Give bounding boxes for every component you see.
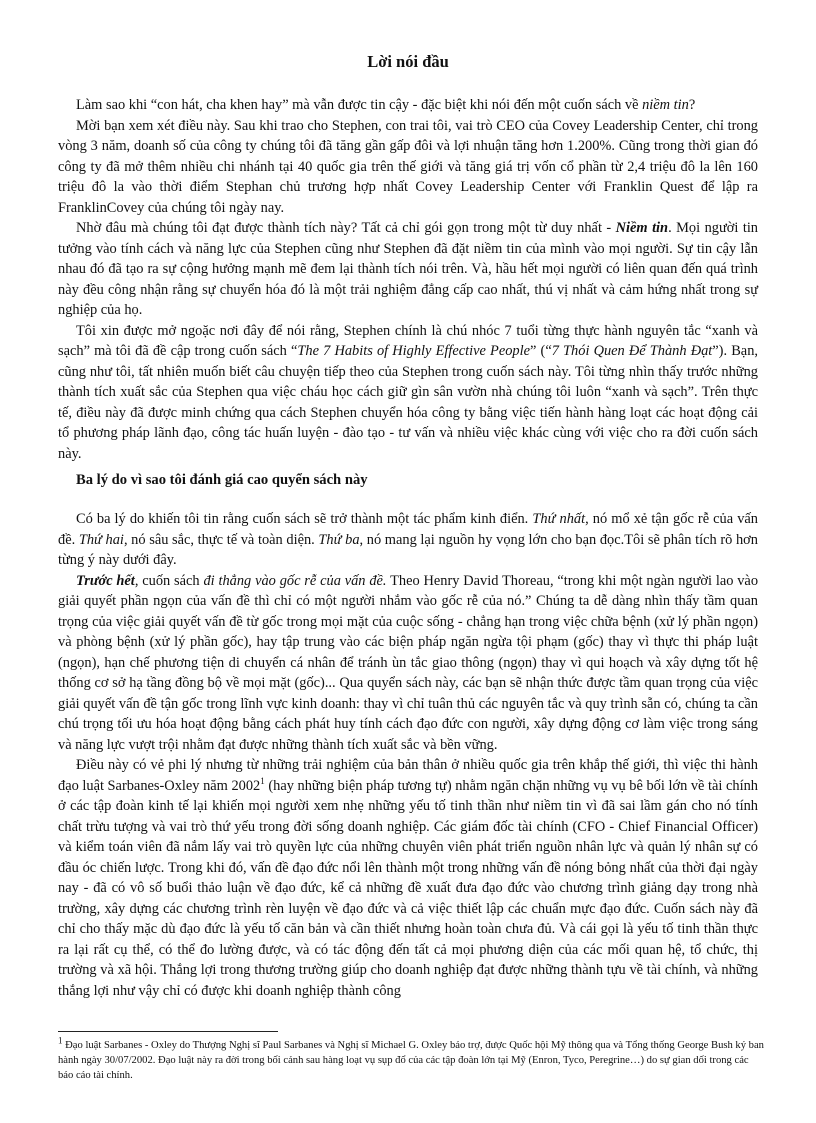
text-run: (hay những biện pháp tương tự) nhằm ngăn chặn những vụ vụ bê bối lớn về tài chính ở các tập đoàn kinh tế lại khiến mọi người xem nhẹ những yếu tố tinh thần như niềm tin vì đã sai lầm gán cho nó tính chất trừu tượng và vai trò thứ yếu trong đời sống doanh nghiệp. Các giám đốc tài chính (CFO - Chief Financial Officer) và kiểm toán viên đã nắm lấy vai trò quyền lực của những chuyên viên phát triển nguồn nhân lực và quản lý nhân sự có đầu óc chiến lược. Trong khi đó, vấn đề đạo đức nổi lên thành một trong những vấn đề nóng bỏng nhất của thời đại ngày nay - đã có vô số buổi thảo luận về đạo đức, kể cả những đề xuất đưa đạo đức vào chương trình giảng dạy trong nhà trường, xây dựng các chương trình rèn luyện về đạo đức và cả việc thiết lập các chuẩn mực đạo đức. Cuốn sách này đã chỉ cho thấy mặc dù đạo đức là yếu tố căn bản và cần thiết nhưng hoàn toàn chưa đủ. Và cái gọi là yếu tố tinh thần thực ra lại rất cụ thể, có thể đo lường được, và có tác động đến tất cả mọi phương diện của các mối quan hệ, tổ chức, thị trường và xã hội. Thắng lợi trong thương trường giúp cho doanh nghiệp đạt được những thành tựu về tài chính, và những thắng lợi như vậy chỉ có được khi doanh nghiệp thành công bbox=[58, 777, 759, 999]
text-run: ” (“ bbox=[530, 343, 552, 359]
footnote-text: Đạo luật Sarbanes - Oxley do Thượng Nghị sĩ Paul Sarbanes và Nghị sĩ Michael G. Oxley bảo trợ, được Quốc hội Mỹ thông qua và Tổng thống George Bush ký ban hành ngày 30/07/2002. Đạo luật này ra đời trong bối cảnh sau hàng loạt vụ sụp đổ của các tập đoàn lớn tại Mỹ (Enron, Tyco, Peregrine…) do sự gian dối trong các báo cáo tài chính. bbox=[58, 1040, 764, 1081]
text-run: , nó mang lại nguồn hy vọng lớn cho bạn đọc.Tôi sẽ phân tích rõ hơn từng ý này dưới đây. bbox=[58, 531, 758, 568]
text-run: ? bbox=[688, 97, 696, 113]
intro-paragraph bbox=[58, 95, 758, 116]
text-run: ”). Bạn, cũng như tôi, tất nhiên muốn biết câu chuyện tiếp theo của Stephen trong cuốn sách này. Tôi từng nhìn thấy trước những thành tích xuất sắc của Stephen qua việc cháu học cách giữ gìn sân vườn nhà chúng tôi luôn “xanh và sạch”. Trên thực tế, điều này đã được minh chứng qua cách Stephen chuyển hóa công ty bằng việc tiến hành hàng loạt các hoạt động cải tổ phương pháp lãnh đạo, công tác huấn luyện - đào tạo - tư vấn và nhiều việc khác cùng với việc cho ra đời cuốn sách này. bbox=[58, 343, 758, 462]
text-run: Có ba lý do khiến tôi tin rằng cuốn sách sẽ trở thành một tác phẩm kinh điển. bbox=[76, 511, 533, 527]
body-section bbox=[58, 509, 758, 1001]
body-paragraph bbox=[58, 571, 758, 756]
text-run: niềm tin bbox=[642, 97, 689, 113]
text-run: Thứ nhất bbox=[532, 511, 586, 527]
text-run: Thứ ba bbox=[318, 531, 360, 548]
text-run: Trước hết bbox=[76, 572, 135, 589]
text-run: . Mọi người tin tưởng vào tính cách và năng lực của Stephen cũng như Stephen đã đặt niềm tin của mình vào mọi người. Sự tin cậy lẫn nhau đó đã tạo ra sự cộng hưởng mạnh mẽ đem lại thành tích nói trên. Và, hầu hết mọi người có liên quan đến quá trình này đều công nhận rằng sự chuyển hóa đó là một trải nghiệm đẳng cấp cao nhất, thú vị nhất và cảm hứng nhất trong sự nghiệp của họ. bbox=[58, 220, 759, 318]
intro-section bbox=[58, 95, 758, 464]
footnote bbox=[58, 1035, 764, 1083]
text-run: , nó sâu sắc, thực tế và toàn diện. bbox=[123, 531, 319, 548]
text-run: 7 Thói Quen Để Thành Đạt bbox=[551, 343, 713, 359]
text-run: Làm sao khi “con hát, cha khen hay” mà vẫn được tin cậy - đặc biệt khi nói đến một cuốn sách về bbox=[76, 97, 643, 113]
text-run: Thứ hai bbox=[78, 531, 124, 548]
text-run: Mời bạn xem xét điều này. Sau khi trao cho Stephen, con trai tôi, vai trò CEO của Covey Leadership Center, chỉ trong vòng 3 năm, doanh số của công ty chúng tôi đã tăng gần gấp đôi và lợi nhuận tăng hơn 1.200%. Cũng trong thời gian đó công ty đã mở thêm nhiều chi nhánh tại 40 quốc gia trên thế giới và tăng giá trị vốn cổ phần từ 2,4 triệu đô la lên 160 triệu đô la vào thời điểm Stephan chủ trương hợp nhất Covey Leadership Center với Franklin Quest để lập ra FranklinCovey của chúng tôi ngày nay. bbox=[58, 117, 758, 216]
page-title: Lời nói đầu bbox=[367, 52, 449, 71]
text-run: The 7 Habits of Highly Effective People bbox=[297, 343, 531, 359]
footnote-marker: 1 bbox=[58, 1035, 63, 1046]
body-paragraph bbox=[58, 755, 758, 1001]
footnote-divider bbox=[58, 1031, 278, 1032]
text-run: Niềm tin bbox=[615, 220, 669, 236]
text-run: , nó mổ xẻ tận gốc rễ của vấn đề. bbox=[58, 511, 759, 548]
text-run: Theo Henry David Thoreau, “trong khi một ngàn người lao vào giải quyết phần ngọn của vấn đề thì chỉ có một người nhắm vào gốc rễ của nó.” Chúng ta dễ dàng nhìn thấy tầm quan trọng của việc giải quyết vấn đề từ gốc trong mọi mặt của cuộc sống - chẳng hạn trong việc chữa bệnh (xử lý phần ngọn) và phòng bệnh (xử lý phần gốc), hay tập trung vào các biện pháp ngăn ngừa tội phạm (gốc) thay vì thực thi pháp luật (ngọn), hạn chế phương tiện di chuyển cá nhân để tránh ùn tắc giao thông (ngọn) thay vì qui hoạch và xây dựng tốt hệ thống cơ sở hạ tầng đồng bộ về mọi mặt (gốc)... Qua quyển sách này, các bạn sẽ nhận thức được tầm quan trọng của việc giải quyết vấn đề tận gốc trong lĩnh vực kinh doanh: thay vì chỉ tuân thủ các nguyên tắc và quy trình sẵn có, chúng ta cần chú trọng tối ưu hóa hoạt động bằng cách phát huy tính cách đạo đức con người, xây dựng động cơ làm việc trong sáng và năng lực vượt trội nhằm đạt được những thành tích xuất sắc và bền vững. bbox=[58, 572, 759, 753]
text-run: Nhờ đâu mà chúng tôi đạt được thành tích này? Tất cả chỉ gói gọn trong một từ duy nhất - bbox=[76, 220, 616, 236]
intro-paragraph bbox=[58, 218, 758, 321]
text-run: đi thẳng vào gốc rễ của vấn đề. bbox=[203, 572, 387, 589]
text-run: Tôi xin được mở ngoặc nơi đây để nói rằng, Stephen chính là chú nhóc 7 tuổi từng thực hành nguyên tắc “xanh và sạch” mà tôi đã đề cập trong cuốn sách “ bbox=[58, 322, 758, 359]
intro-paragraph bbox=[58, 321, 758, 465]
body-paragraph bbox=[58, 509, 758, 571]
text-run: , cuốn sách bbox=[134, 572, 204, 589]
footnote-reference: 1 bbox=[260, 775, 265, 786]
section-heading: Ba lý do vì sao tôi đánh giá cao quyển sách này bbox=[76, 472, 368, 488]
intro-paragraph bbox=[58, 116, 758, 219]
text-run: Điều này có vẻ phi lý nhưng từ những trải nghiệm của bản thân ở nhiều quốc gia trên khắp thế giới, thì việc thi hành đạo luật Sarbanes-Oxley năm 2002 bbox=[58, 757, 758, 794]
